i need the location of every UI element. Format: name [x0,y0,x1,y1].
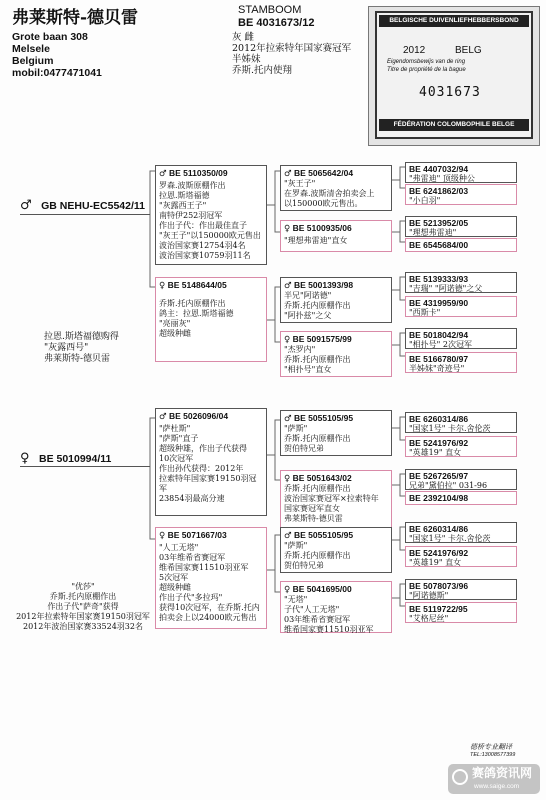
male-icon: ♂ [20,198,32,213]
g4-ring: BE 6260314/86 [409,414,469,424]
owner-mobile: mobil:0477471041 [12,67,102,79]
g3-ring: BE 5051643/02 [292,473,352,483]
g4-notes: 兄弟"黛伯拉" 031-96 [409,481,488,490]
male-icon: ♂ [159,169,167,179]
g2-ring: BE 5110350/09 [169,168,228,178]
certificate-line2: Titre de propriété de la bague [387,67,466,73]
g4-ring: BE 4319959/90 [409,298,469,308]
g4-box-9 [405,412,517,433]
g4-ring: BE 6241862/03 [409,186,469,196]
g3-notes: "无塔" 子代"人工无塔" 03年维希省赛冠军 维希国家赛11510羽亚军 [284,595,374,634]
g4-ring: BE 5213952/05 [409,218,469,228]
sire-note: 拉恩.斯塔福德购得 "灰露西号" 弗莱斯特-德贝雷 [44,332,119,364]
g2-box-2 [155,277,267,362]
g2-notes: "萨杜斯" "萨斯"直子 超级种雄，作出子代获得 10次冠军 作出孙代获得：2012年 拉索特年国家赛19150羽冠军 23854羽最高分速 [159,424,257,503]
g4-ring: BE 5241976/92 [409,438,469,448]
g3-ring: BE 5041695/00 [292,584,352,594]
g2-notes: 乔斯.托内原棚作出 鸽主：拉恩.斯塔福德 "亮丽灰" 超级种雌 [159,299,234,338]
g4-ring: BE 2392104/98 [409,493,469,503]
certificate-ring-number: 4031673 [419,85,481,100]
g3-box-4 [280,331,392,377]
watermark-text: 赛鸽资讯网 [472,766,533,780]
male-icon: ♂ [284,281,292,291]
sire-ring: GB NEHU-EC5542/11 [41,200,145,212]
owner-address: Grote baan 308 [12,31,88,43]
female-icon: ♀ [20,451,30,466]
watermark-site: www.saige.com [474,783,520,790]
g4-ring: BE 5267265/97 [409,471,469,481]
g4-box-11 [405,469,517,490]
translator-credit: 德桥专业翻译 [470,743,512,751]
g3-notes: 半兄"阿诺德" 乔斯.托内原棚作出 "阿扑兹"之父 [284,291,351,320]
g4-notes: "西斯卡" [409,308,441,317]
subject-sibling: 半姊妹 [232,54,261,65]
g4-ring: BE 5119722/95 [409,604,468,614]
g4-ring: BE 5139333/93 [409,274,469,284]
g4-box-8 [405,352,517,373]
subject-relation: 乔斯.托内使翔 [232,65,293,76]
owner-city: Melsele [12,43,50,55]
g4-notes: "国家1号" 卡尔.舍伦茨 [409,424,491,433]
watermark-logo-icon [452,769,468,785]
g3-notes: "理想弗雷迪"直女 [284,236,348,245]
g4-ring: BE 4407032/94 [409,164,469,174]
g4-ring: BE 5018042/94 [409,330,469,340]
g3-box-8 [280,581,392,633]
certificate-top-banner: BELGISCHE DUIVENLIEFHEBBERSBOND [379,15,529,27]
g4-box-7 [405,328,517,349]
certificate-country: BELG [455,45,482,56]
g4-notes: "艾格尼丝" [409,614,449,623]
g4-box-12 [405,491,517,505]
g4-ring: BE 6545684/00 [409,240,469,250]
g4-notes: "英雄19" 直女 [409,558,462,567]
g3-ring: BE 5091575/99 [292,334,352,344]
g2-box-3 [155,408,267,516]
g3-ring: BE 5055105/95 [294,413,354,423]
g2-box-4 [155,527,267,629]
g4-box-16 [405,602,517,623]
g2-ring: BE 5026096/04 [169,411,229,421]
g4-box-13 [405,522,517,543]
g4-notes: "英雄19" 直女 [409,448,462,457]
subject-ring: BE 4031673/12 [238,17,315,29]
certificate-year: 2012 [403,45,426,56]
stamboom-title: STAMBOOM [238,4,302,16]
sire-row [20,196,150,215]
g3-ring: BE 5065642/04 [294,168,354,178]
g3-notes: "萨斯" 乔斯.托内原棚作出 贺伯特兄弟 [284,541,351,570]
female-icon: ♀ [284,474,291,484]
g3-notes: "杰罗内" 乔斯.托内原棚作出 "相扑号"直女 [284,345,351,374]
g4-ring: BE 6260314/86 [409,524,469,534]
g4-box-14 [405,546,517,567]
subject-award: 2012年拉索特年国家赛冠军 [232,43,352,54]
translator-phone: TEL:13008577399 [470,752,516,758]
male-icon: ♂ [284,414,292,424]
certificate-line1: Eigendomsbewijs van de ring [387,59,466,65]
g2-box-1 [155,165,267,265]
g3-box-3 [280,277,392,323]
g4-box-2 [405,184,517,205]
female-icon: ♀ [159,531,166,541]
g3-box-1 [280,165,392,211]
dam-ring: BE 5010994/11 [38,453,112,465]
g4-box-3 [405,216,517,237]
g4-ring: BE 5078073/96 [409,581,469,591]
female-icon: ♀ [284,335,291,345]
dam-note: "优莎" 乔斯.托内原棚作出 作出子代"萨奇"获得 2012年拉索特年国家赛19150羽冠军 2012年波治国家赛33524羽32名 [16,582,150,631]
g3-ring: BE 5001393/98 [294,280,354,290]
g4-notes: "吉瑞" "阿诺德"之父 [409,284,483,293]
g4-box-6 [405,296,517,317]
g4-notes: "国家1号" 卡尔.舍伦茨 [409,534,491,543]
g2-notes: "人工无塔" 03年维希省赛冠军 维希国家赛11510羽亚军 5次冠军 超级种雌 作出子代"多拉玛" 获得10次冠军，在乔斯.托内 拍卖会上以24000欧元售出 [159,543,260,622]
g3-ring: BE 5055105/95 [294,530,354,540]
g4-box-5 [405,272,517,293]
g2-ring: BE 5071667/03 [167,530,227,540]
dam-row [20,449,150,467]
owner-country: Belgium [12,55,54,67]
male-icon: ♂ [284,169,292,179]
female-icon: ♀ [284,585,291,595]
g4-box-15 [405,579,517,600]
watermark [448,764,540,794]
g4-ring: BE 5166780/97 [409,354,469,364]
g4-notes: "小白羽" [409,196,441,205]
g4-box-1 [405,162,517,183]
female-icon: ♀ [159,281,166,291]
g4-notes: 半姊妹"奇迹号" [409,364,465,373]
g3-ring: BE 5100935/06 [292,223,352,233]
g3-box-5 [280,410,392,456]
g4-ring: BE 5241976/92 [409,548,469,558]
g3-box-6 [280,470,392,528]
g4-notes: "阿诺德斯" [409,591,449,600]
certificate-bottom-banner: FÉDÉRATION COLOMBOPHILE BELGE [379,119,529,131]
g2-ring: BE 5148644/05 [167,280,227,290]
subject-color: 灰 雌 [232,32,255,43]
g3-box-7 [280,527,392,573]
male-icon: ♂ [284,531,292,541]
g3-notes: "灰王子" 在罗森.波斯清舍拍卖会上 以150000欧元售出。 [284,179,375,208]
g3-notes: 乔斯.托内原棚作出 波治国家赛冠军×拉索特年 国家赛冠军直女 弗莱斯特-德贝雷 [284,484,379,523]
g4-box-4 [405,238,517,252]
g2-notes: 罗森.波斯原棚作出 拉恩.斯塔福德 "灰露西王子" 南特伊252羽冠军 作出子代：作出最佳直子 "灰王子"以150000欧元售出 波治国家赛12754羽4名 波治国家赛10759羽11名 [159,181,261,260]
g4-box-10 [405,436,517,457]
g3-notes: "萨斯" 乔斯.托内原棚作出 贺伯特兄弟 [284,424,351,453]
male-icon: ♂ [159,412,167,422]
g4-notes: "理想弗雷迪" [409,228,457,237]
g4-notes: "相扑号" 2次冠军 [409,340,472,349]
owner-name: 弗莱斯特-德贝雷 [12,8,139,28]
g3-box-2 [280,220,392,252]
g4-notes: "弗雷迪" 顶级种公 [409,174,475,183]
female-icon: ♀ [284,224,291,234]
